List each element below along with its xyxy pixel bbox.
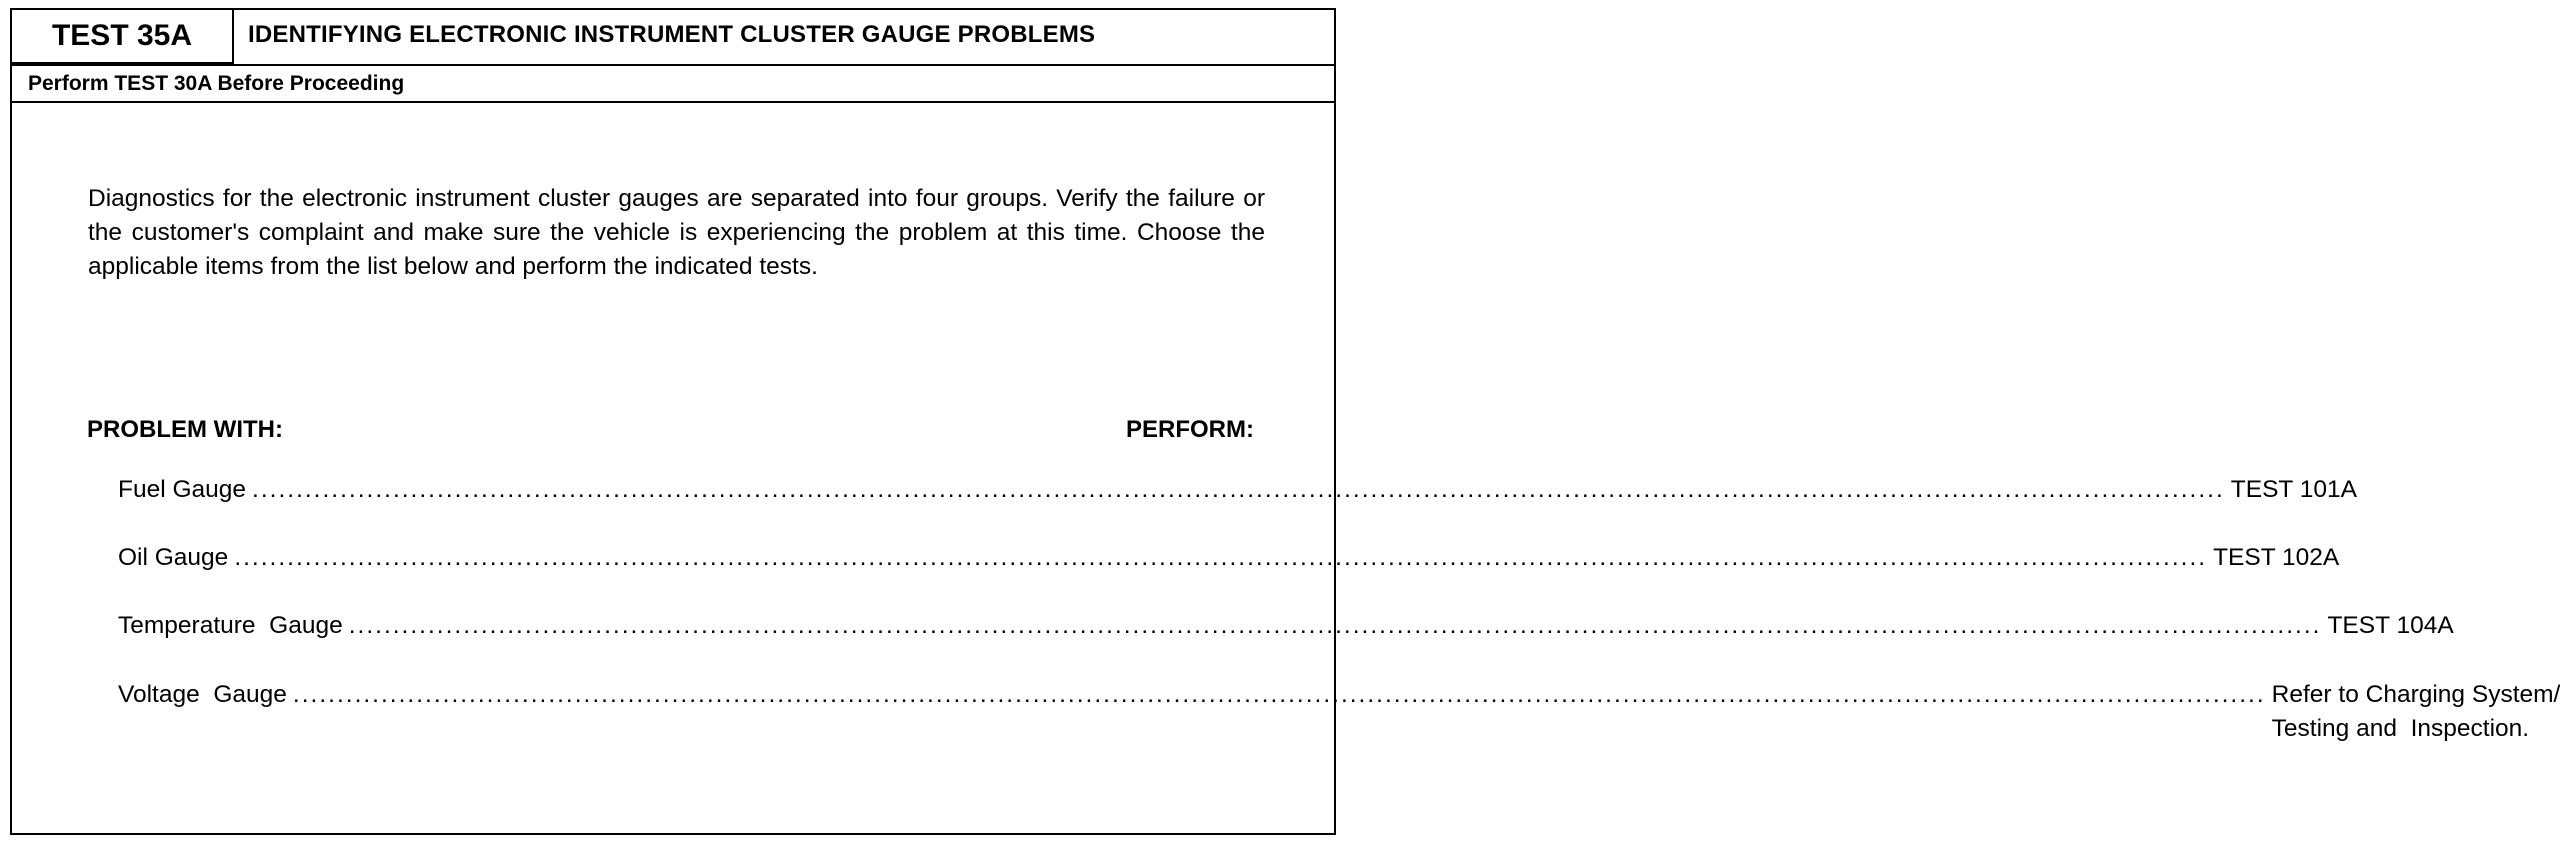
divider [12, 101, 1334, 103]
perform-test-link[interactable]: TEST 101A [2230, 476, 2357, 503]
problem-label: Temperature Gauge [118, 612, 343, 639]
perform-reference-line: Refer to Charging System/ [2271, 681, 2560, 708]
dot-leader: ................................................................................................................................................................................................................................ [234, 544, 2208, 571]
problem-column-heading: PROBLEM WITH: [87, 416, 283, 443]
test-title: IDENTIFYING ELECTRONIC INSTRUMENT CLUSTER GAUGE PROBLEMS [248, 21, 1096, 48]
perform-reference[interactable] [2272, 678, 2560, 746]
intro-paragraph: Diagnostics for the electronic instrument cluster gauges are separated into four groups. Verify the failure or the customer's complaint and make sure the vehicle is experiencing the problem at this time. Choose the applicable items from the list below and perform the indicated tests. [88, 185, 1265, 280]
perform-test-link[interactable]: TEST 102A [2213, 544, 2340, 571]
list-item [118, 612, 2454, 640]
test-number-box [12, 10, 234, 64]
test-procedure-frame [10, 8, 2560, 835]
test-number: TEST 35A [51, 19, 193, 52]
list-item [118, 678, 2560, 746]
perform-reference-line: Testing and Inspection. [2271, 715, 2530, 742]
problem-label: Fuel Gauge [118, 476, 247, 503]
prerequisite-note: Perform TEST 30A Before Proceeding [28, 72, 405, 95]
dot-leader: ................................................................................................................................................................................................................................ [252, 476, 2225, 503]
list-item [118, 544, 2340, 572]
perform-test-link[interactable]: TEST 104A [2327, 612, 2454, 639]
perform-column-heading: PERFORM: [1126, 416, 1254, 443]
dot-leader: ................................................................................................................................................................................................................................ [292, 681, 2266, 708]
problem-label: Oil Gauge [118, 544, 229, 571]
problem-label: Voltage Gauge [118, 681, 287, 708]
list-item [118, 476, 2357, 504]
dot-leader: ................................................................................................................................................................................................................................ [348, 612, 2322, 639]
